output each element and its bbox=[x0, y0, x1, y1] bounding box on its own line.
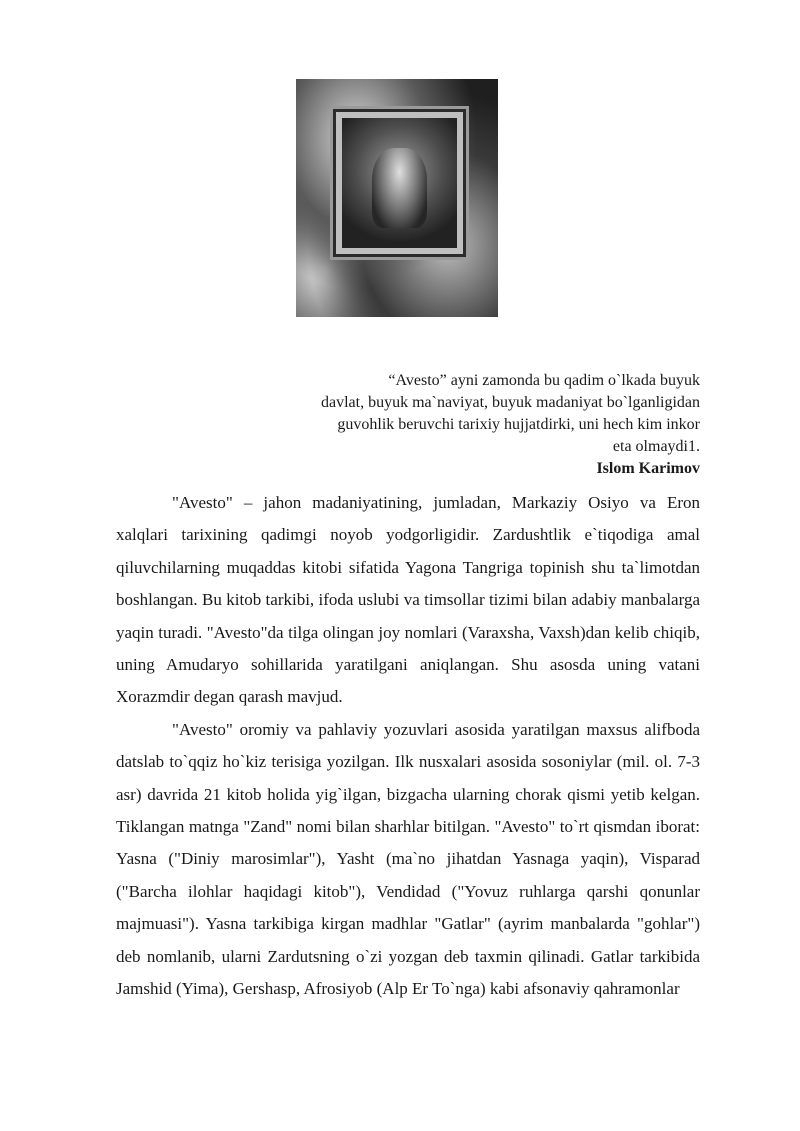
cover-logo-text bbox=[322, 231, 476, 265]
paragraph: "Avesto" oromiy va pahlaviy yozuvlari asosida yaratilgan maxsus alifboda datslab to`qqiz ho`kiz terisiga yozilgan. Ilk nusxalari asosida sosoniylar (mil. ol. 7-3 asr) davrida 21 kitob holida yig`ilgan, bizgacha ularning chorak qismi yetib kelgan. Tiklangan matnga "Zand" nomi bilan sharhlar bitilgan. "Avesto" to`rt qismdan iborat: Yasna ("Diniy marosimlar"), Yasht (ma`no jihatdan Yasnaga yaqin), Visparad ("Barcha ilohlar haqidagi kitob"), Vendidad ("Yovuz ruhlarga qarshi qonunlar majmuasi"). Yasna tarkibiga kirgan madhlar "Gatlar" (ayrim manbalarda "gohlar") deb nomlanib, ularni Zardutsning o`zi yozgan deb taxmin qilinadi. Gatlar tarkibida Jamshid (Yima), Gershasp, Afrosiyob (Alp Er To`nga) kabi afsonaviy qahramonlar bbox=[116, 719, 700, 999]
epigraph-line: davlat, buyuk ma`naviyat, buyuk madaniyat bo`lganligidan bbox=[320, 394, 700, 411]
epigraph bbox=[240, 370, 700, 480]
epigraph-line: guvohlik beruvchi tarixiy hujjatdirki, uni hech kim inkor bbox=[337, 416, 700, 433]
avesto-cover-image bbox=[296, 79, 498, 317]
cover-figure bbox=[372, 148, 427, 228]
body-text bbox=[116, 487, 700, 1006]
paragraph: "Avesto" – jahon madaniyatining, jumladan, Markaziy Osiyo va Eron xalqlari tarixining qadimgi noyob yodgorligidir. Zardushtlik e`tiqodiga amal qiluvchilarning muqaddas kitobi sifatida Yagona Tangriga topinish shu ta`limotdan boshlangan. Bu kitob tarkibi, ifoda uslubi va timsollar tizimi bilan adabiy manbalarga yaqin turadi. "Avesto"da tilga olingan joy nomlari (Varaxsha, Vaxsh)dan kelib chiqib, uning Amudaryo sohillarida yaratilgani aniqlangan. Shu asosda uning vatani Xorazmdir degan qarash mavjud. bbox=[116, 493, 700, 707]
epigraph-line: “Avesto” ayni zamonda bu qadim o`lkada buyuk bbox=[388, 372, 700, 389]
epigraph-author: Islom Karimov bbox=[596, 460, 700, 477]
epigraph-line: eta olmaydi1. bbox=[612, 438, 700, 455]
